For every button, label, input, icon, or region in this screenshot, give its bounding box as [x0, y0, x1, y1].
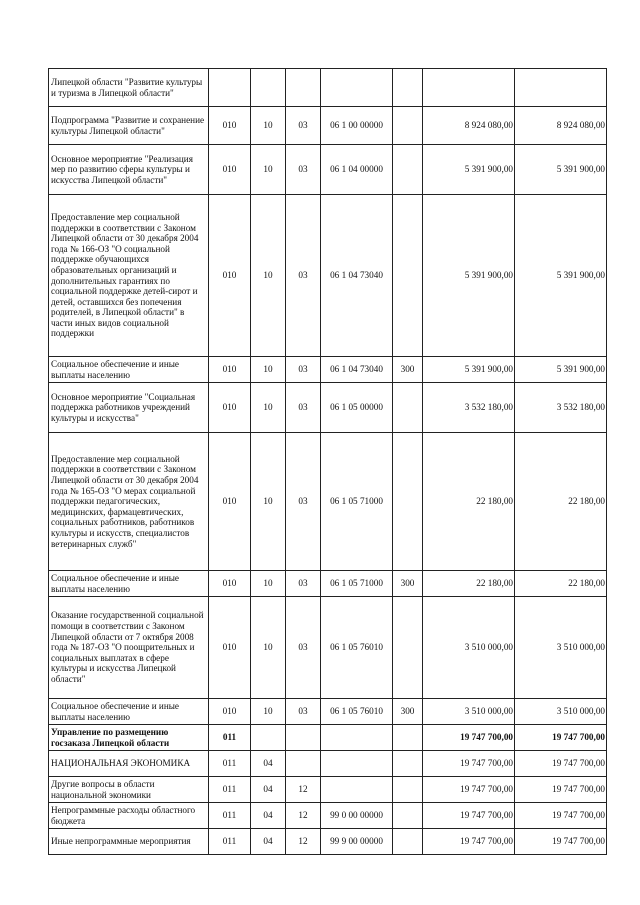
subsection-cell — [286, 751, 321, 777]
amount-year1-cell — [423, 69, 515, 107]
row-name-cell: НАЦИОНАЛЬНАЯ ЭКОНОМИКА — [49, 751, 209, 777]
table-row — [49, 107, 607, 145]
target-article-cell — [321, 751, 393, 777]
subsection-cell: 03 — [286, 195, 321, 357]
amount-year1-cell: 5 391 900,00 — [423, 357, 515, 383]
table-row — [49, 195, 607, 357]
amount-year2-cell: 5 391 900,00 — [515, 145, 607, 195]
admin-code-cell: 010 — [209, 107, 251, 145]
target-article-cell: 99 9 00 00000 — [321, 829, 393, 855]
table-row — [49, 725, 607, 751]
amount-year2-cell: 19 747 700,00 — [515, 777, 607, 803]
subsection-cell — [286, 725, 321, 751]
row-name-cell: Предоставление мер социальной поддержки в соответствии с Законом Липецкой области от 30 декабря 2004 года № 166-ОЗ "О социальной поддержке обучающихся образовательных организаций и дополнительных гарантиях по социальной поддержке детей-сирот и детей, оставшихся без попечения родителей, в Липецкой области" в части иных видов социальной поддержки — [49, 195, 209, 357]
amount-year1-cell: 3 532 180,00 — [423, 383, 515, 433]
amount-year1-cell: 19 747 700,00 — [423, 751, 515, 777]
target-article-cell: 99 0 00 00000 — [321, 803, 393, 829]
amount-year1-cell: 8 924 080,00 — [423, 107, 515, 145]
amount-year1-cell: 3 510 000,00 — [423, 597, 515, 699]
amount-year2-cell: 8 924 080,00 — [515, 107, 607, 145]
document-page — [48, 68, 606, 855]
section-cell — [251, 69, 286, 107]
amount-year2-cell: 19 747 700,00 — [515, 829, 607, 855]
admin-code-cell: 011 — [209, 803, 251, 829]
row-name-cell: Оказание государственной социальной помощи в соответствии с Законом Липецкой области от 7 октября 2008 года № 187-ОЗ "О поощрительных и социальных выплатах в сфере культуры и искусства Липецкой области" — [49, 597, 209, 699]
section-cell: 10 — [251, 195, 286, 357]
row-name-cell: Основное мероприятие "Реализация мер по развитию сферы культуры и искусства Липецкой области" — [49, 145, 209, 195]
row-name-cell: Социальное обеспечение и иные выплаты населению — [49, 357, 209, 383]
section-cell: 04 — [251, 829, 286, 855]
amount-year2-cell: 3 510 000,00 — [515, 699, 607, 725]
row-name-cell: Предоставление мер социальной поддержки в соответствии с Законом Липецкой области от 30 декабря 2004 года № 165-ОЗ "О мерах социальной поддержки педагогических, медицинских, фармацевтических, социальных работников, работников культуры и искусств, специалистов ветеринарных служб" — [49, 433, 209, 571]
admin-code-cell: 010 — [209, 571, 251, 597]
target-article-cell: 06 1 04 73040 — [321, 195, 393, 357]
expense-type-cell: 300 — [393, 357, 423, 383]
budget-table-body — [49, 69, 607, 855]
admin-code-cell — [209, 69, 251, 107]
amount-year1-cell: 19 747 700,00 — [423, 803, 515, 829]
table-row — [49, 69, 607, 107]
expense-type-cell — [393, 69, 423, 107]
target-article-cell: 06 1 05 76010 — [321, 699, 393, 725]
admin-code-cell: 011 — [209, 829, 251, 855]
amount-year2-cell: 22 180,00 — [515, 433, 607, 571]
subsection-cell: 12 — [286, 777, 321, 803]
amount-year2-cell: 22 180,00 — [515, 571, 607, 597]
section-cell: 04 — [251, 803, 286, 829]
expense-type-cell — [393, 195, 423, 357]
subsection-cell: 03 — [286, 699, 321, 725]
amount-year2-cell: 19 747 700,00 — [515, 803, 607, 829]
expense-type-cell — [393, 597, 423, 699]
expense-type-cell — [393, 777, 423, 803]
table-row — [49, 803, 607, 829]
row-name-cell: Другие вопросы в области национальной экономики — [49, 777, 209, 803]
admin-code-cell: 010 — [209, 145, 251, 195]
subsection-cell: 03 — [286, 571, 321, 597]
section-cell — [251, 725, 286, 751]
table-row — [49, 597, 607, 699]
row-name-cell: Основное мероприятие "Социальная поддержка работников учреждений культуры и искусства" — [49, 383, 209, 433]
subsection-cell: 03 — [286, 597, 321, 699]
table-row — [49, 751, 607, 777]
target-article-cell — [321, 777, 393, 803]
table-row — [49, 383, 607, 433]
target-article-cell — [321, 725, 393, 751]
admin-code-cell: 010 — [209, 597, 251, 699]
admin-code-cell: 010 — [209, 433, 251, 571]
amount-year1-cell: 19 747 700,00 — [423, 777, 515, 803]
amount-year2-cell: 3 510 000,00 — [515, 597, 607, 699]
table-row — [49, 357, 607, 383]
amount-year1-cell: 5 391 900,00 — [423, 195, 515, 357]
table-row — [49, 145, 607, 195]
target-article-cell: 06 1 04 00000 — [321, 145, 393, 195]
subsection-cell: 03 — [286, 145, 321, 195]
amount-year2-cell: 5 391 900,00 — [515, 357, 607, 383]
target-article-cell: 06 1 05 71000 — [321, 433, 393, 571]
subsection-cell: 03 — [286, 383, 321, 433]
row-name-cell: Социальное обеспечение и иные выплаты населению — [49, 571, 209, 597]
table-row — [49, 777, 607, 803]
target-article-cell: 06 1 00 00000 — [321, 107, 393, 145]
expense-type-cell — [393, 433, 423, 571]
table-row — [49, 433, 607, 571]
expense-type-cell — [393, 383, 423, 433]
section-cell: 10 — [251, 571, 286, 597]
amount-year2-cell — [515, 69, 607, 107]
expense-type-cell — [393, 725, 423, 751]
admin-code-cell: 010 — [209, 699, 251, 725]
admin-code-cell: 011 — [209, 725, 251, 751]
subsection-cell: 12 — [286, 829, 321, 855]
expense-type-cell: 300 — [393, 571, 423, 597]
section-cell: 10 — [251, 145, 286, 195]
amount-year1-cell: 3 510 000,00 — [423, 699, 515, 725]
row-name-cell: Непрограммные расходы областного бюджета — [49, 803, 209, 829]
row-name-cell: Социальное обеспечение и иные выплаты населению — [49, 699, 209, 725]
section-cell: 10 — [251, 383, 286, 433]
amount-year2-cell: 19 747 700,00 — [515, 725, 607, 751]
amount-year1-cell: 19 747 700,00 — [423, 829, 515, 855]
row-name-cell: Управление по размещению госзаказа Липецкой области — [49, 725, 209, 751]
amount-year1-cell: 19 747 700,00 — [423, 725, 515, 751]
subsection-cell: 12 — [286, 803, 321, 829]
table-row — [49, 571, 607, 597]
subsection-cell — [286, 69, 321, 107]
target-article-cell — [321, 69, 393, 107]
section-cell: 04 — [251, 777, 286, 803]
subsection-cell: 03 — [286, 357, 321, 383]
section-cell: 10 — [251, 597, 286, 699]
section-cell: 10 — [251, 433, 286, 571]
expense-type-cell: 300 — [393, 699, 423, 725]
subsection-cell: 03 — [286, 433, 321, 571]
amount-year2-cell: 3 532 180,00 — [515, 383, 607, 433]
section-cell: 10 — [251, 699, 286, 725]
row-name-cell: Липецкой области "Развитие культуры и туризма в Липецкой области" — [49, 69, 209, 107]
subsection-cell: 03 — [286, 107, 321, 145]
admin-code-cell: 010 — [209, 195, 251, 357]
amount-year2-cell: 19 747 700,00 — [515, 751, 607, 777]
section-cell: 04 — [251, 751, 286, 777]
target-article-cell: 06 1 04 73040 — [321, 357, 393, 383]
table-row — [49, 829, 607, 855]
table-row — [49, 699, 607, 725]
target-article-cell: 06 1 05 76010 — [321, 597, 393, 699]
expense-type-cell — [393, 829, 423, 855]
admin-code-cell: 010 — [209, 357, 251, 383]
expense-type-cell — [393, 803, 423, 829]
amount-year1-cell: 22 180,00 — [423, 433, 515, 571]
target-article-cell: 06 1 05 00000 — [321, 383, 393, 433]
expense-type-cell — [393, 751, 423, 777]
budget-table — [48, 68, 607, 855]
section-cell: 10 — [251, 107, 286, 145]
section-cell: 10 — [251, 357, 286, 383]
target-article-cell: 06 1 05 71000 — [321, 571, 393, 597]
admin-code-cell: 010 — [209, 383, 251, 433]
amount-year1-cell: 5 391 900,00 — [423, 145, 515, 195]
admin-code-cell: 011 — [209, 751, 251, 777]
amount-year2-cell: 5 391 900,00 — [515, 195, 607, 357]
admin-code-cell: 011 — [209, 777, 251, 803]
expense-type-cell — [393, 145, 423, 195]
row-name-cell: Иные непрограммные мероприятия — [49, 829, 209, 855]
row-name-cell: Подпрограмма "Развитие и сохранение культуры Липецкой области" — [49, 107, 209, 145]
amount-year1-cell: 22 180,00 — [423, 571, 515, 597]
expense-type-cell — [393, 107, 423, 145]
